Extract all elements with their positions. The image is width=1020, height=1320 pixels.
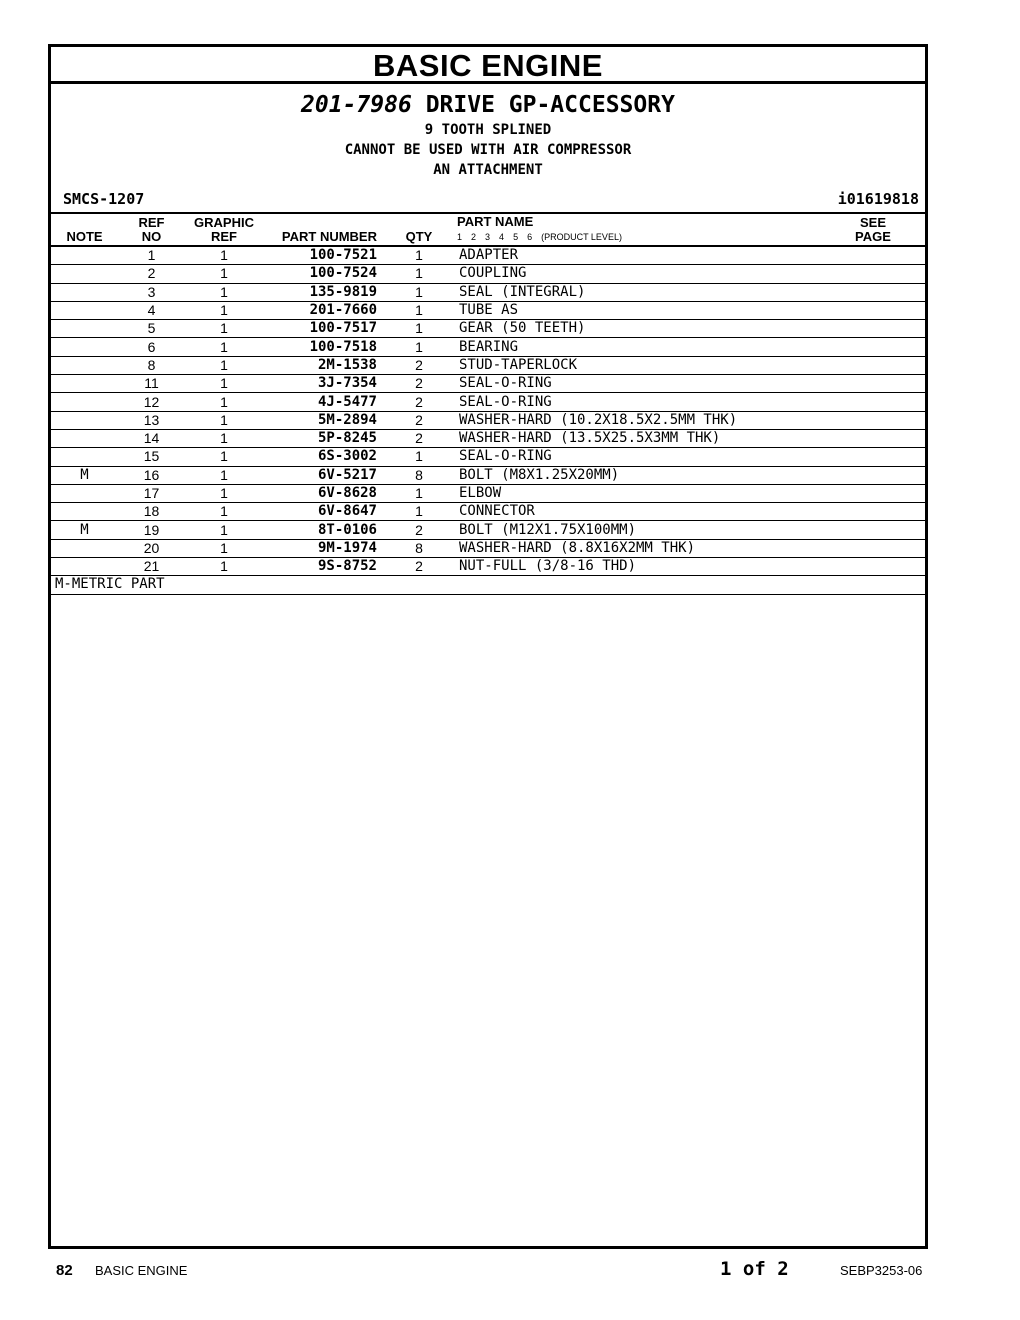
group-note-line: AN ATTACHMENT <box>433 162 543 178</box>
parts-table-body <box>51 246 925 594</box>
group-note-line: 9 TOOTH SPLINED <box>424 122 552 138</box>
col-see-page: SEE PAGE <box>855 215 891 244</box>
footnote-row <box>51 576 925 594</box>
page-of: 1 of 2 <box>720 1258 789 1280</box>
table-row: 13 1 5M-2894 2 WASHER-HARD (10.2X18.5X2.5MM THK) <box>51 411 925 429</box>
table-row: 8 1 2M-1538 2 STUD-TAPERLOCK <box>51 356 925 374</box>
product-levels: 1 2 3 4 5 6 (PRODUCT LEVEL) <box>457 232 622 242</box>
table-row: 12 1 4J-5477 2 SEAL-O-RING <box>51 393 925 411</box>
table-row: 17 1 6V-8628 1 ELBOW <box>51 484 925 502</box>
col-graphic-ref: GRAPHIC REF <box>194 215 254 244</box>
table-row: 18 1 6V-8647 1 CONNECTOR <box>51 503 925 521</box>
col-part-number: PART NUMBER <box>281 229 377 244</box>
col-part-name <box>457 213 821 246</box>
table-row: M 19 1 8T-0106 2 BOLT (M12X1.75X100MM) <box>51 521 925 539</box>
table-row: 11 1 3J-7354 2 SEAL-O-RING <box>51 375 925 393</box>
parts-table <box>51 212 925 595</box>
table-row: 6 1 100-7518 1 BEARING <box>51 338 925 356</box>
group-header <box>51 84 925 180</box>
table-row: 5 1 100-7517 1 GEAR (50 TEETH) <box>51 320 925 338</box>
page-number: 82 <box>56 1262 73 1279</box>
footer-section: BASIC ENGINE <box>95 1263 188 1278</box>
illustration-id: i01619818 <box>837 190 919 208</box>
section-title: BASIC ENGINE <box>51 47 925 84</box>
table-row: 3 1 135-9819 1 SEAL (INTEGRAL) <box>51 283 925 301</box>
part-name-label: PART NAME <box>457 214 534 229</box>
page-footer <box>0 1258 1020 1282</box>
group-title <box>51 90 925 120</box>
table-row: 21 1 9S-8752 2 NUT-FULL (3/8-16 THD) <box>51 558 925 576</box>
col-ref-no: REF NO <box>138 215 165 244</box>
parts-page-frame <box>48 44 928 1249</box>
metric-footnote: M-METRIC PART <box>51 576 925 594</box>
smcs-row <box>51 186 925 212</box>
table-row: 4 1 201-7660 1 TUBE AS <box>51 301 925 319</box>
group-number: 201-7986 <box>301 92 412 118</box>
table-row: 2 1 100-7524 1 COUPLING <box>51 265 925 283</box>
group-name: DRIVE GP-ACCESSORY <box>425 92 675 118</box>
table-row: M 16 1 6V-5217 8 BOLT (M8X1.25X20MM) <box>51 466 925 484</box>
table-row: 20 1 9M-1974 8 WASHER-HARD (8.8X16X2MM THK) <box>51 539 925 557</box>
table-header-row <box>51 213 925 246</box>
table-row: 15 1 6S-3002 1 SEAL-O-RING <box>51 448 925 466</box>
smcs-code: SMCS-1207 <box>63 190 145 208</box>
document-number: SEBP3253-06 <box>840 1263 923 1278</box>
group-note-line: CANNOT BE USED WITH AIR COMPRESSOR <box>344 142 632 158</box>
table-row: 14 1 5P-8245 2 WASHER-HARD (13.5X25.5X3MM THK) <box>51 429 925 447</box>
col-note: NOTE <box>66 229 103 244</box>
table-row: 1 1 100-7521 1 ADAPTER <box>51 246 925 265</box>
col-qty: QTY <box>405 229 433 244</box>
